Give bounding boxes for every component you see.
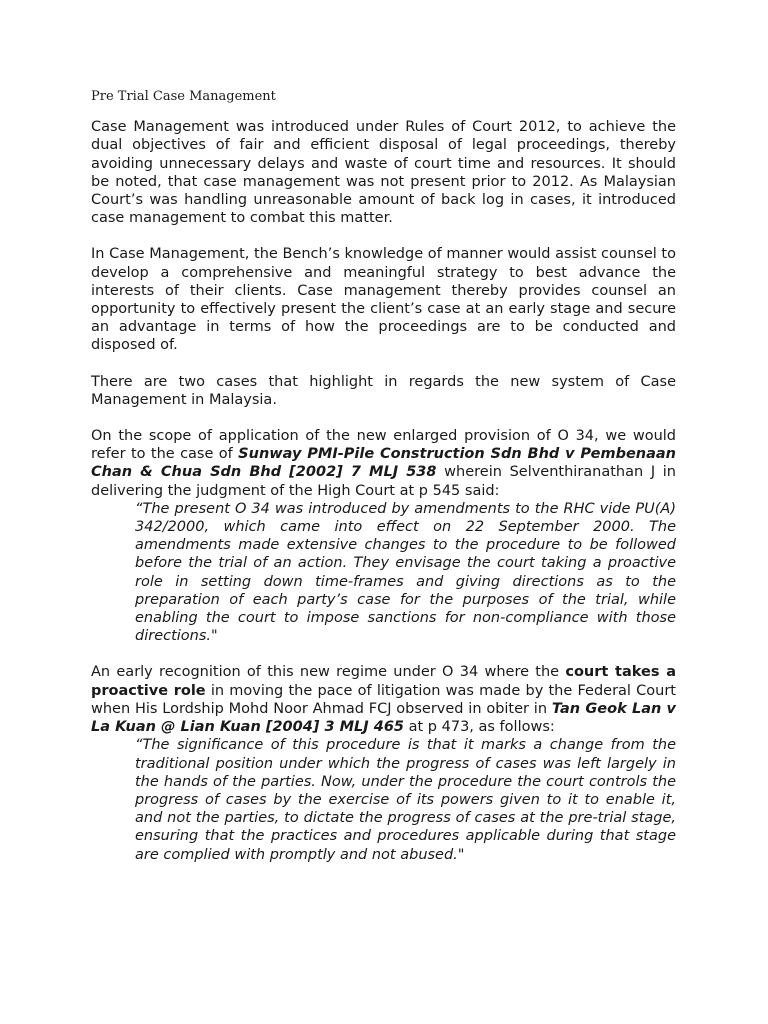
paragraph-early-recognition-mid: in moving the pace of litigation was made by the Federal Court when His Lordship Mohd Noor Ahmad FCJ observed in obiter in xyxy=(91,682,676,717)
paragraph-early-recognition-post: at p 473, as follows: xyxy=(404,719,555,736)
case-citation-tan-geok-lan: Tan Geok Lan v La Kuan @ Lian Kuan [2004] 3 MLJ 465 xyxy=(91,700,677,736)
paragraph-scope-o34 xyxy=(91,427,676,500)
paragraph-scope-o34-post: wherein Selventhiranathan J in delivering the judgment of the High Court at p 545 said: xyxy=(91,464,676,499)
paragraph-scope-o34-pre: On the scope of application of the new enlarged provision of O 34, we would refer to the case of xyxy=(91,428,676,463)
paragraph-early-recognition xyxy=(91,663,676,736)
paragraph-early-recognition-pre: An early recognition of this new regime under O 34 where the xyxy=(91,664,566,681)
document-title: Pre Trial Case Management xyxy=(91,89,276,104)
paragraph-bench-knowledge: In Case Management, the Bench’s knowledge of manner would assist counsel to develop a comprehensive and meaningful strategy to best advance the interests of their clients. Case management thereby provides counsel an opportunity to effectively present the client’s case at an early stage and secure an advantage in terms of how the proceedings are to be conducted and disposed of. xyxy=(91,246,676,354)
paragraph-two-cases: There are two cases that highlight in regards the new system of Case Management in Malaysia. xyxy=(91,373,676,408)
emphasis-proactive-role: court takes a proactive role xyxy=(91,664,676,699)
quote-sunway-judgment: “The present O 34 was introduced by amendments to the RHC vide PU(A) 342/2000, which came into effect on 22 September 2000. The amendments made extensive changes to the procedure to be followed before the trial of an action. They envisage the court taking a proactive role in setting down time-frames and giving directions as to the preparation of each party’s case for the purposes of the trial, while enabling the court to impose sanctions for non-compliance with those directions." xyxy=(135,500,676,645)
paragraph-introduction: Case Management was introduced under Rules of Court 2012, to achieve the dual objectives of fair and efficient disposal of legal proceedings, thereby avoiding unnecessary delays and waste of court time and resources. It should be noted, that case management was not present prior to 2012. As Malaysian Court’s was handling unreasonable amount of back log in cases, it introduced case management to combat this matter. xyxy=(91,119,676,227)
document-page xyxy=(91,88,676,882)
quote-tan-geok-lan: “The significance of this procedure is that it marks a change from the traditional position under which the progress of cases was left largely in the hands of the parties. Now, under the procedure the court controls the progress of cases by the exercise of its powers given to it to enable it, and not the parties, to dictate the progress of cases at the pre-trial stage, ensuring that the practices and procedures applicable during that stage are complied with promptly and not abused." xyxy=(135,737,676,863)
case-citation-sunway: Sunway PMI-Pile Construction Sdn Bhd v Pembenaan Chan & Chua Sdn Bhd [2002] 7 MLJ 538 xyxy=(91,446,676,481)
